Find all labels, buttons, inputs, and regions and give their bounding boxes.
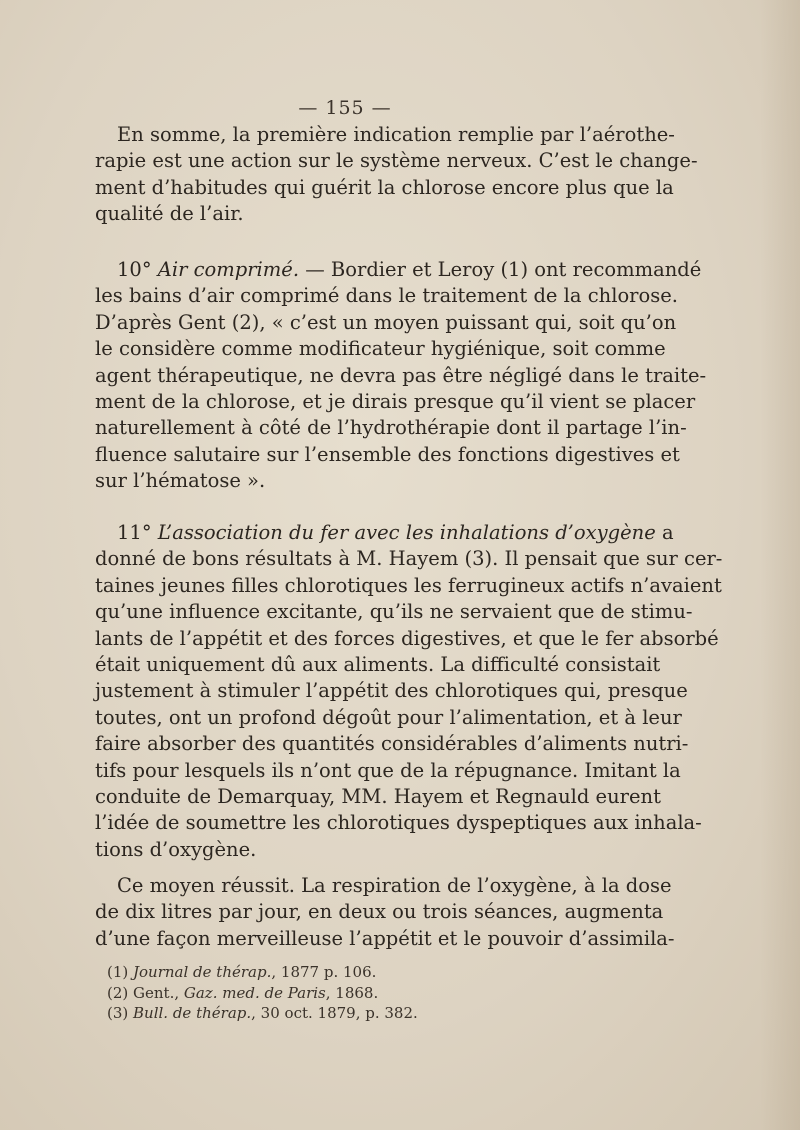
footnote-number: (1) [107,963,134,981]
text-line: D’après Gent (2), « c’est un moyen puissant qui, soit qu’on [95,310,677,334]
section-title: L’association du fer avec les inhalations d’oxygène [157,521,656,544]
footnote-3 [107,1003,418,1024]
text-line: En somme, la première indication remplie par l’aérothe- [117,123,675,146]
text-line: qualité de l’air. [95,202,244,226]
section-title: Air comprimé. [157,258,300,281]
footnote-detail: , 1868. [325,983,379,1002]
paragraph-moyen-reussit [95,873,675,952]
text-line: le considère comme modificateur hygiénique, soit comme [95,337,666,361]
text-line: Ce moyen réussit. La respiration de l’oxygène, à la dose [117,874,672,897]
text-line: justement à stimuler l’appétit des chlorotiques qui, presque [95,679,688,703]
text-line: conduite de Demarquay, MM. Hayem et Regnauld eurent [95,785,661,809]
section-heading-line [95,257,702,283]
footnote-source: Bull. de thérap. [133,1004,252,1022]
text-line: toutes, ont un profond dégoût pour l’alimentation, et à leur [95,705,682,729]
footnote-2 [107,983,418,1004]
text-line: de dix litres par jour, en deux ou trois séances, augmenta [95,900,664,924]
section-heading-line [95,520,674,546]
section-number: 11° [117,521,158,544]
text-line: lants de l’appétit et des forces digestives, et que le fer absorbé [95,626,719,650]
text-line: l’idée de soumettre les chlorotiques dyspeptiques aux inhala- [95,811,702,835]
footnote-1 [107,962,418,983]
text-line: tifs pour lesquels ils n’ont que de la répugnance. Imitant la [95,758,681,782]
heading-line-text: — Bordier et Leroy (1) ont recommandé [299,258,702,281]
text-line: ment d’habitudes qui guérit la chlorose encore plus que la [95,175,674,199]
footnote-source: Gaz. med. de Paris [183,983,326,1002]
page-edge-shadow [760,0,800,1130]
paragraph-association-fer-oxygene [95,520,723,863]
footnote-number: (2) [107,983,134,1002]
text-line: était uniquement dû aux aliments. La difficulté consistait [95,653,661,677]
text-line: rapie est une action sur le système nerveux. C’est le change- [95,149,698,173]
paragraph-air-comprime [95,257,707,495]
section-number: 10° [117,258,158,281]
text-line: donné de bons résultats à M. Hayem (3). Il pensait que sur cer- [95,547,723,571]
text-line: taines jeunes filles chlorotiques les ferrugineux actifs n’avaient [95,573,722,597]
footnote-number: (3) [107,1004,134,1022]
text-line: ment de la chlorose, et je dirais presque qu’il vient se placer [95,390,696,414]
footnote-detail: , 30 oct. 1879, p. 382. [251,1004,418,1022]
text-line: qu’une influence excitante, qu’ils ne servaient que de stimu- [95,600,693,624]
footnotes [107,962,418,1024]
text-line: d’une façon merveilleuse l’appétit et le pouvoir d’assimila- [95,926,675,950]
footnote-detail: , 1877 p. 106. [271,963,377,981]
heading-line-text: a [655,521,674,544]
text-line: sur l’hématose ». [95,469,266,493]
page-number: — 155 — [298,97,392,119]
text-line: fluence salutaire sur l’ensemble des fonctions digestives et [95,442,680,466]
text-line: naturellement à côté de l’hydrothérapie dont il partage l’in- [95,416,687,440]
text-line: agent thérapeutique, ne devra pas être négligé dans le traite- [95,363,707,387]
text-line: les bains d’air comprimé dans le traitement de la chlorose. [95,284,678,308]
text-line: faire absorber des quantités considérables d’aliments nutri- [95,732,689,756]
paragraph-aerotherapie [95,122,698,228]
text-line: tions d’oxygène. [95,837,257,861]
footnote-source: Journal de thérap. [133,963,272,981]
footnote-author: Gent., [133,983,184,1002]
